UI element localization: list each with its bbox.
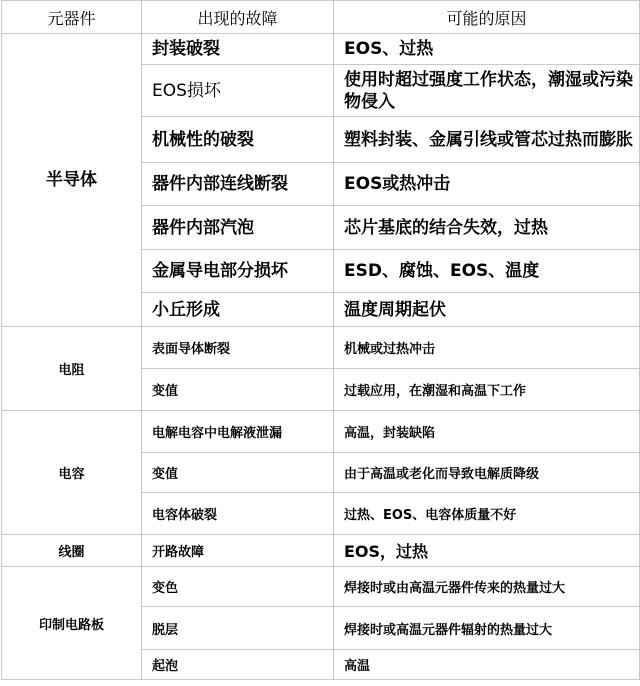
fault-cell: 变值	[142, 453, 334, 493]
fault-cell: 电容体破裂	[142, 493, 334, 535]
failure-table-container	[1, 0, 639, 685]
component-cell-resistor: 电阻	[2, 327, 142, 411]
cause-cell: EOS，过热	[334, 535, 640, 567]
table-row	[2, 34, 640, 65]
header-cause: 可能的原因	[334, 1, 640, 34]
cause-cell: 焊接时或由高温元器件传来的热量过大	[334, 567, 640, 607]
table-row	[2, 327, 640, 369]
component-cell-coil: 线圈	[2, 535, 142, 567]
cause-cell: EOS、过热	[334, 34, 640, 65]
cause-cell: 高温	[334, 650, 640, 680]
cause-cell: 由于高温或老化而导致电解质降级	[334, 453, 640, 493]
table-row	[2, 411, 640, 453]
fault-cell: 表面导体断裂	[142, 327, 334, 369]
fault-cell: 机械性的破裂	[142, 117, 334, 163]
cause-cell: 过载应用，在潮湿和高温下工作	[334, 369, 640, 411]
cause-cell: 焊接时或高温元器件辐射的热量过大	[334, 607, 640, 650]
fault-cell: 金属导电部分损坏	[142, 250, 334, 293]
component-cell-capacitor: 电容	[2, 411, 142, 535]
failure-table	[1, 0, 640, 680]
fault-cell: 器件内部汽泡	[142, 206, 334, 250]
fault-cell: 电解电容中电解液泄漏	[142, 411, 334, 453]
fault-cell: 变值	[142, 369, 334, 411]
fault-cell: 开路故障	[142, 535, 334, 567]
fault-cell: EOS损坏	[142, 65, 334, 117]
cause-cell: 过热、EOS、电容体质量不好	[334, 493, 640, 535]
fault-cell: 小丘形成	[142, 293, 334, 327]
component-cell-pcb: 印制电路板	[2, 567, 142, 680]
fault-cell: 变色	[142, 567, 334, 607]
cause-cell: EOS或热冲击	[334, 163, 640, 206]
cause-cell: 芯片基底的结合失效，过热	[334, 206, 640, 250]
fault-cell: 脱层	[142, 607, 334, 650]
fault-cell: 封装破裂	[142, 34, 334, 65]
cause-cell: 使用时超过强度工作状态，潮湿或污染物侵入	[334, 65, 640, 117]
fault-cell: 器件内部连线断裂	[142, 163, 334, 206]
cause-cell: 塑料封装、金属引线或管芯过热而膨胀	[334, 117, 640, 163]
component-cell-semiconductor: 半导体	[2, 34, 142, 327]
header-component: 元器件	[2, 1, 142, 34]
fault-cell: 起泡	[142, 650, 334, 680]
cause-cell: 机械或过热冲击	[334, 327, 640, 369]
cause-cell: 温度周期起伏	[334, 293, 640, 327]
header-fault: 出现的故障	[142, 1, 334, 34]
table-row	[2, 535, 640, 567]
cause-cell: ESD、腐蚀、EOS、温度	[334, 250, 640, 293]
header-row	[2, 1, 640, 34]
table-row	[2, 567, 640, 607]
cause-cell: 高温，封装缺陷	[334, 411, 640, 453]
